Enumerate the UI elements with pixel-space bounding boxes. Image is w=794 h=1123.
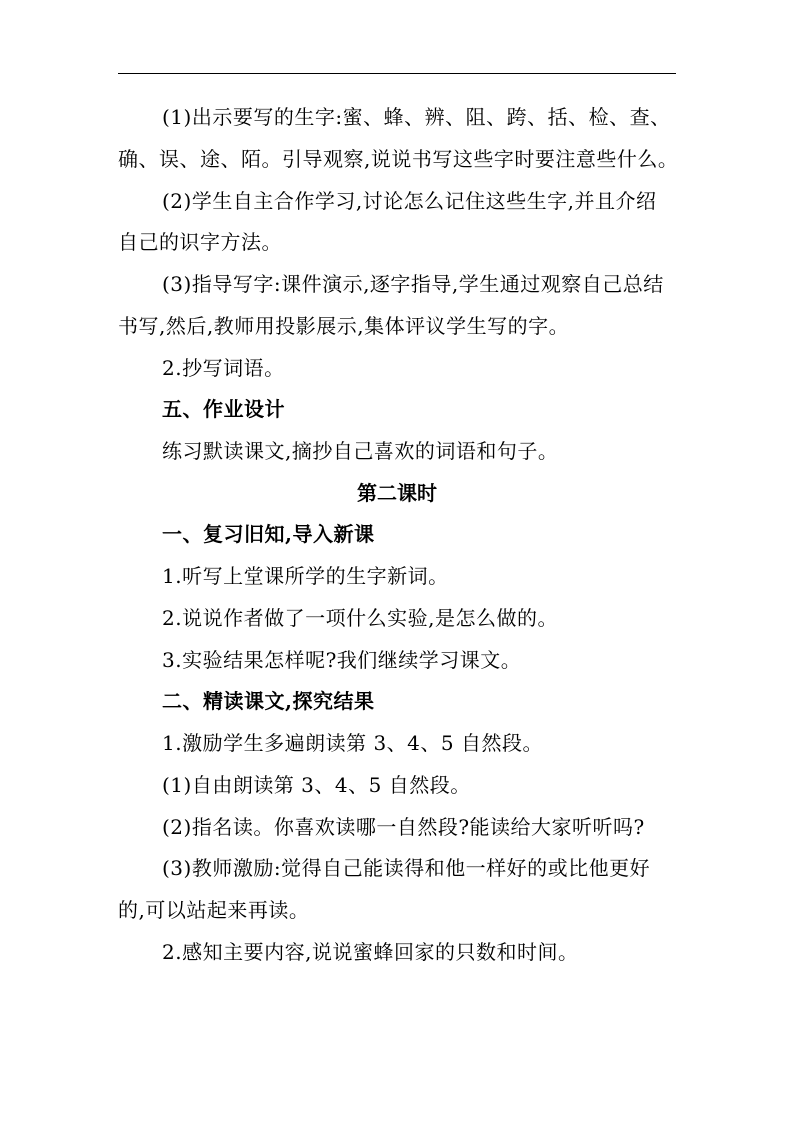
header-rule: [118, 73, 676, 74]
list-item: 2.感知主要内容,说说蜜蜂回家的只数和时间。: [162, 940, 579, 964]
list-item: 2.说说作者做了一项什么实验,是怎么做的。: [162, 606, 558, 630]
lesson-title: 第二课时: [357, 481, 437, 505]
list-item: 3.实验结果怎样呢?我们继续学习课文。: [162, 648, 522, 672]
paragraph-line: 自己的识字方法。: [118, 230, 282, 254]
paragraph-line: (3)教师激励:觉得自己能读得和他一样好的或比他更好: [162, 856, 651, 880]
section-heading: 二、精读课文,探究结果: [162, 689, 375, 713]
paragraph-line: (3)指导写字:课件演示,逐字指导,学生通过观察自己总结: [162, 272, 664, 296]
section-heading: 一、复习旧知,导入新课: [162, 522, 375, 546]
list-item: 1.听写上堂课所学的生字新词。: [162, 564, 449, 588]
paragraph-line: 确、误、途、陌。引导观察,说说书写这些字时要注意些什么。: [118, 147, 679, 171]
paragraph-line: 书写,然后,教师用投影展示,集体评议学生写的字。: [118, 314, 570, 338]
section-heading: 五、作业设计: [162, 397, 285, 421]
paragraph-line: (2)学生自主合作学习,讨论怎么记住这些生字,并且介绍: [162, 189, 657, 213]
paragraph-line: 的,可以站起来再读。: [118, 898, 310, 922]
list-item: (2)指名读。你喜欢读哪一自然段?能读给大家听听吗?: [162, 815, 645, 839]
paragraph-line: (1)出示要写的生字:蜜、蜂、辨、阻、跨、括、检、查、: [162, 105, 671, 129]
paragraph-line: 练习默读课文,摘抄自己喜欢的词语和句子。: [162, 439, 559, 463]
list-item: 1.激励学生多遍朗读第 3、4、5 自然段。: [162, 731, 543, 755]
list-item: (1)自由朗读第 3、4、5 自然段。: [162, 773, 471, 797]
list-item: 2.抄写词语。: [162, 356, 285, 380]
